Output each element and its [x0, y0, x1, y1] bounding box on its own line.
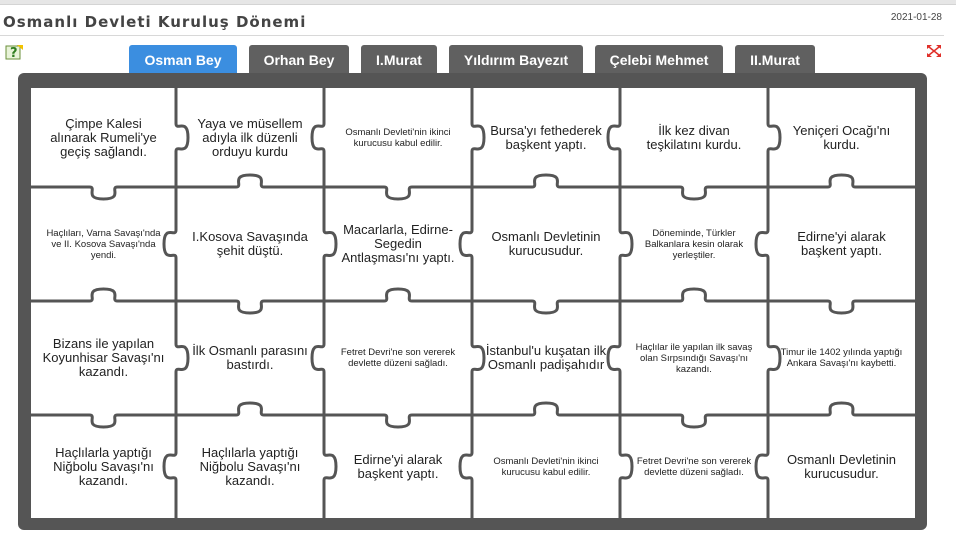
tab--elebi-mehmet[interactable]: Çelebi Mehmet	[595, 45, 723, 75]
puzzle-piece[interactable]: Yeniçeri Ocağı'nı kurdu.	[792, 122, 891, 152]
puzzle-lines	[31, 88, 915, 518]
date-label: 2021-01-28	[890, 12, 942, 23]
puzzle-piece[interactable]: İstanbul'u kuşatan ilk Osmanlı padişahıdır	[485, 343, 607, 372]
puzzle-edge	[164, 88, 188, 518]
puzzle-piece[interactable]: Çimpe Kalesi alınarak Rumeli'ye geçiş sağlandı.	[50, 115, 157, 159]
puzzle-edge	[312, 88, 336, 518]
puzzle-piece[interactable]: I.Kosova Savaşında şehit düştü.	[192, 229, 308, 258]
help-question-icon[interactable]	[5, 43, 25, 61]
tab-osman-bey[interactable]: Osman Bey	[129, 45, 237, 75]
puzzle-piece[interactable]: Yaya ve müsellem adıyla ilk düzenli orduyu kurdu	[197, 115, 303, 159]
tab-y-ld-r-m-bayez-t[interactable]: Yıldırım Bayezıt	[449, 45, 583, 75]
svg-text:?: ?	[10, 46, 18, 61]
puzzle-piece[interactable]: Fetret Devri'ne son vererek devlette düzeni sağladı.	[340, 347, 456, 369]
puzzle-edge	[460, 88, 484, 518]
puzzle-piece[interactable]: Haçlılar ile yapılan ilk savaş olan Sırpsındığı Savaşı'nı kazandı.	[635, 341, 753, 375]
puzzle-piece[interactable]: Edirne'yi alarak başkent yaptı.	[797, 229, 886, 258]
puzzle-piece[interactable]: İlk Osmanlı parasını bastırdı.	[192, 343, 308, 372]
puzzle-piece[interactable]: Edirne'yi alarak başkent yaptı.	[353, 451, 443, 481]
puzzle-edge	[756, 88, 780, 518]
puzzle-piece[interactable]: Döneminde, Türkler Balkanlara kesin olarak yerleştiler.	[644, 227, 744, 261]
puzzle-piece[interactable]: Haçlıları, Varna Savaşı'nda ve II. Kosova Savaşı'nda yendi.	[46, 227, 161, 261]
page-title: Osmanlı Devleti Kuruluş Dönemi	[3, 13, 307, 31]
puzzle-piece[interactable]: Osmanlı Devleti'nin ikinci kurucusu kabul edilir.	[493, 455, 599, 478]
puzzle-edge	[608, 88, 632, 518]
puzzle-piece[interactable]: Haçlılarla yaptığı Niğbolu Savaşı'nı kazandı.	[53, 444, 154, 488]
puzzle-piece[interactable]: Macarlarla, Edirne-Segedin Antlaşması'nı yaptı.	[341, 222, 455, 265]
puzzle-piece[interactable]: Haçlılarla yaptığı Niğbolu Savaşı'nı kazandı.	[199, 444, 301, 488]
top-border	[0, 0, 956, 5]
puzzle-piece[interactable]: Bizans ile yapılan Koyunhisar Savaşı'nı kazandı.	[42, 336, 165, 379]
puzzle-piece[interactable]: Bursa'yı fethederek başkent yaptı.	[490, 122, 602, 152]
puzzle-piece[interactable]: Osmanlı Devleti'nin ikinci kurucusu kabul edilir.	[345, 126, 451, 149]
puzzle-piece[interactable]: Timur ile 1402 yılında yaptığı Ankara Savaşı'nı kaybetti.	[780, 347, 903, 369]
puzzle-piece[interactable]: Fetret Devri'ne son vererek devlette düzeni sağladı.	[636, 455, 752, 478]
tab-ii-murat[interactable]: II.Murat	[735, 45, 815, 75]
puzzle-piece[interactable]: Osmanlı Devletinin kurucusudur.	[786, 451, 897, 481]
tab-i-murat[interactable]: I.Murat	[361, 45, 437, 75]
puzzle-piece[interactable]: Osmanlı Devletinin kurucusudur.	[491, 229, 601, 258]
tab-orhan-bey[interactable]: Orhan Bey	[249, 45, 349, 75]
title-divider	[0, 35, 944, 36]
puzzle-piece[interactable]: İlk kez divan teşkilatını kurdu.	[646, 122, 742, 152]
fullscreen-toggle-icon[interactable]	[927, 44, 941, 56]
